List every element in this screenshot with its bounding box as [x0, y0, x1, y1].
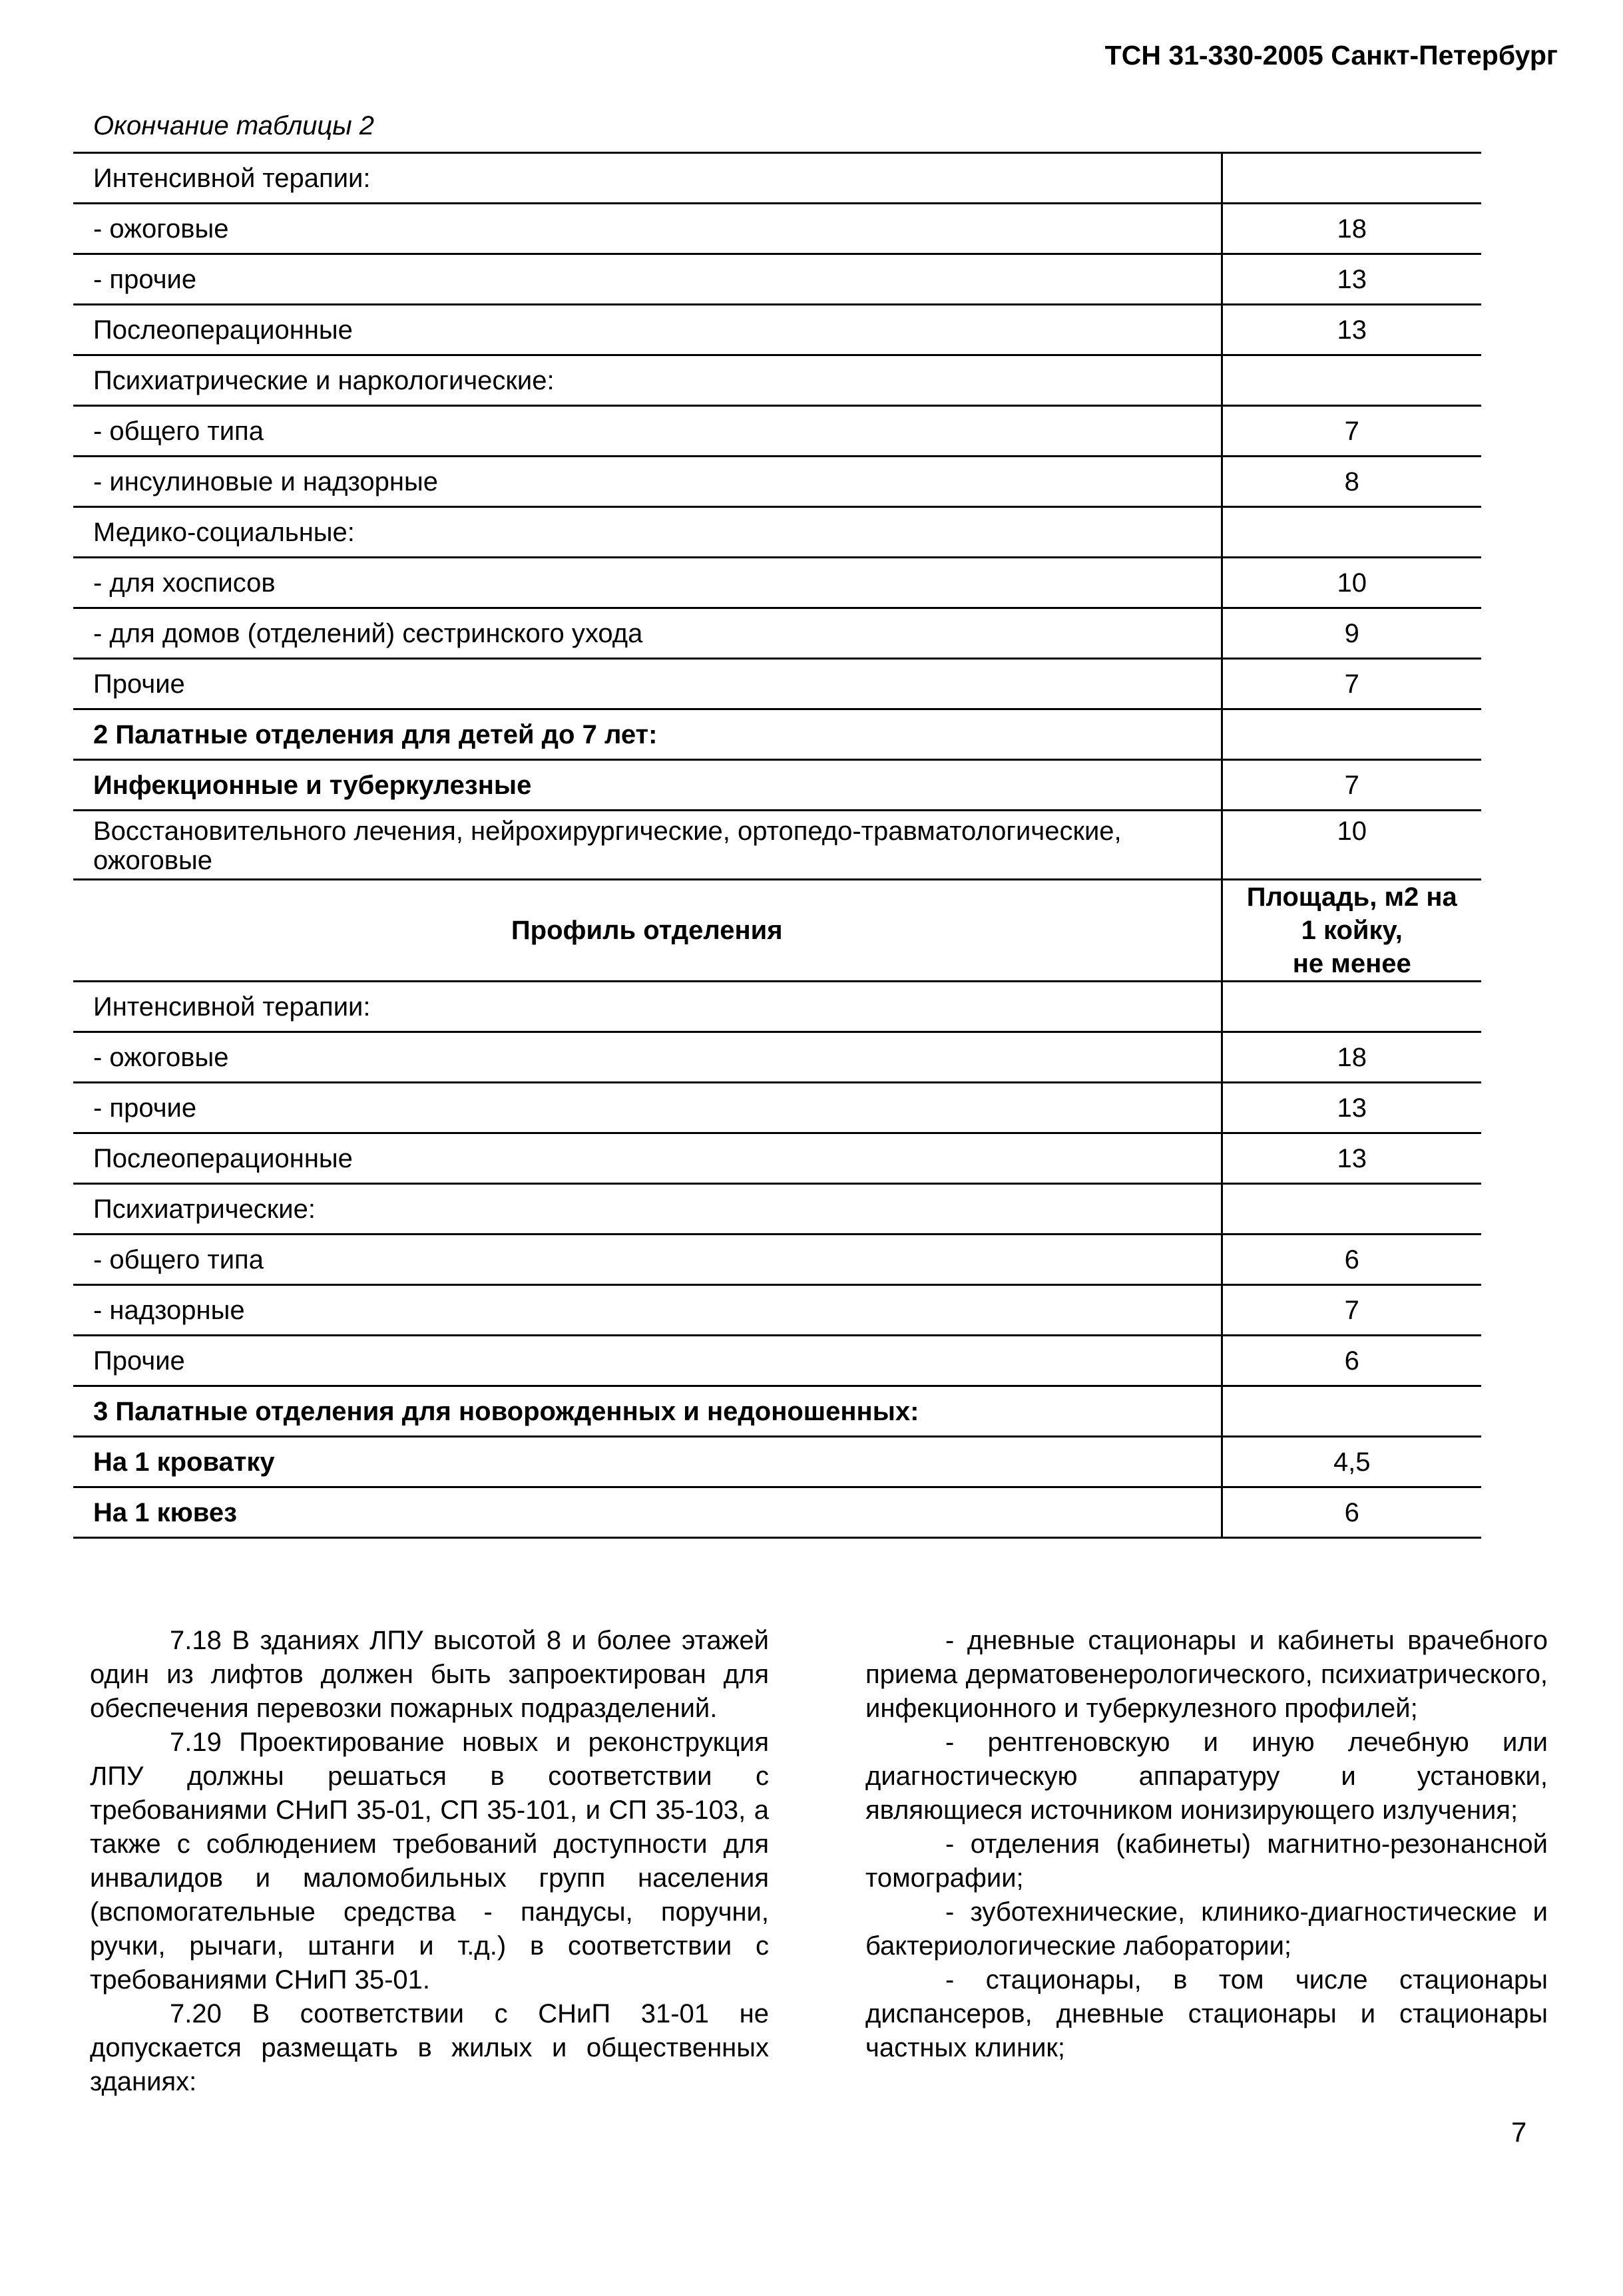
row-label: Психиатрические: — [73, 1184, 1222, 1235]
table-row — [73, 1285, 1481, 1336]
table-row — [73, 1133, 1481, 1184]
row-label: - прочие — [73, 1083, 1222, 1133]
row-value: 9 — [1222, 608, 1481, 659]
table-section-row — [73, 1386, 1481, 1437]
row-value: 6 — [1222, 1487, 1481, 1538]
row-label: - надзорные — [73, 1285, 1222, 1336]
row-value: 13 — [1222, 1083, 1481, 1133]
row-value — [1222, 355, 1481, 406]
table-row — [73, 1235, 1481, 1285]
row-value: 13 — [1222, 1133, 1481, 1184]
row-value: 7 — [1222, 760, 1481, 811]
row-value: 18 — [1222, 1032, 1481, 1083]
right-text-column — [865, 1624, 1548, 2065]
row-value: 13 — [1222, 305, 1481, 355]
page-number: 7 — [1511, 2116, 1527, 2148]
table-row — [73, 811, 1481, 880]
table-row — [73, 457, 1481, 507]
norms-table — [73, 152, 1481, 1539]
row-value — [1222, 709, 1481, 760]
table-row — [73, 254, 1481, 305]
row-label: На 1 кроватку — [73, 1437, 1222, 1487]
row-value: 18 — [1222, 204, 1481, 254]
row-label: Прочие — [73, 1336, 1222, 1386]
row-value — [1222, 153, 1481, 204]
table-row — [73, 982, 1481, 1032]
list-item: - отделения (кабинеты) магнитно-резонансной томографии; — [865, 1829, 1548, 1893]
table-row — [73, 760, 1481, 811]
area-header-line: 1 койку, — [1301, 916, 1403, 945]
row-label: Прочие — [73, 659, 1222, 709]
list-item: - стационары, в том числе стационары диспансеров, дневные стационары и стационары частных клиник; — [865, 1965, 1548, 2062]
table-row — [73, 1437, 1481, 1487]
section-label: 2 Палатные отделения для детей до 7 лет: — [73, 709, 1222, 760]
table-row — [73, 608, 1481, 659]
table-row — [73, 204, 1481, 254]
row-label: - инсулиновые и надзорные — [73, 457, 1222, 507]
row-value — [1222, 507, 1481, 558]
row-label: - ожоговые — [73, 1032, 1222, 1083]
column-header-area — [1222, 880, 1481, 982]
table-header-row — [73, 880, 1481, 982]
row-value: 4,5 — [1222, 1437, 1481, 1487]
section-label: 3 Палатные отделения для новорожденных и недоношенных: — [73, 1386, 1222, 1437]
table-row — [73, 1184, 1481, 1235]
row-label: На 1 кювез — [73, 1487, 1222, 1538]
row-label: Инфекционные и туберкулезные — [73, 760, 1222, 811]
list-item: - рентгеновскую и иную лечебную или диагностическую аппаратуру и установки, являющиеся источником ионизирующего излучения; — [865, 1728, 1548, 1825]
document-header-title: ТСН 31-330-2005 Санкт-Петербург — [1104, 40, 1558, 71]
row-label: Медико-социальные: — [73, 507, 1222, 558]
table-row — [73, 1336, 1481, 1386]
row-value: 8 — [1222, 457, 1481, 507]
row-value: 7 — [1222, 1285, 1481, 1336]
row-label: Послеоперационные — [73, 1133, 1222, 1184]
column-header-profile: Профиль отделения — [73, 880, 1222, 982]
table-row — [73, 355, 1481, 406]
table-row — [73, 659, 1481, 709]
table-row — [73, 153, 1481, 204]
list-item: - дневные стационары и кабинеты врачебного приема дерматовенерологического, психиатрического, инфекционного и туберкулезного профилей; — [865, 1626, 1548, 1723]
paragraph-7-19: 7.19 Проектирование новых и реконструкция ЛПУ должны решаться в соответствии с требованиями СНиП 35-01, СП 35-101, и СП 35-103, а также с соблюдением требований доступности для инвалидов и маломобильных групп населения (вспомогательные средства - пандусы, поручни, ручки, рычаги, штанги и т.д.) в соответствии с требованиями СНиП 35-01. — [90, 1728, 769, 1995]
row-value: 7 — [1222, 406, 1481, 457]
row-value — [1222, 1184, 1481, 1235]
row-label: - ожоговые — [73, 204, 1222, 254]
row-label: - для хосписов — [73, 558, 1222, 608]
norms-table-container — [73, 152, 1481, 1539]
row-label: - для домов (отделений) сестринского ухода — [73, 608, 1222, 659]
paragraph-7-20: 7.20 В соответствии с СНиП 31-01 не допускается размещать в жилых и общественных зданиях: — [90, 1999, 769, 2096]
row-value — [1222, 1386, 1481, 1437]
row-label: - прочие — [73, 254, 1222, 305]
table-row — [73, 1083, 1481, 1133]
row-value — [1222, 982, 1481, 1032]
row-label: - общего типа — [73, 406, 1222, 457]
row-label: Психиатрические и наркологические: — [73, 355, 1222, 406]
row-value: 6 — [1222, 1336, 1481, 1386]
area-header-line: Площадь, м2 на — [1246, 882, 1457, 912]
row-label: - общего типа — [73, 1235, 1222, 1285]
row-value: 10 — [1222, 558, 1481, 608]
table-row — [73, 406, 1481, 457]
row-label: Послеоперационные — [73, 305, 1222, 355]
row-label: Интенсивной терапии: — [73, 153, 1222, 204]
row-value: 13 — [1222, 254, 1481, 305]
row-value: 6 — [1222, 1235, 1481, 1285]
row-label: Интенсивной терапии: — [73, 982, 1222, 1032]
paragraph-7-18: 7.18 В зданиях ЛПУ высотой 8 и более этажей один из лифтов должен быть запроектирован для обеспечения перевозки пожарных подразделений. — [90, 1626, 769, 1723]
list-item: - зуботехнические, клинико-диагностические и бактериологические лаборатории; — [865, 1897, 1548, 1961]
table-row — [73, 1032, 1481, 1083]
table-row — [73, 305, 1481, 355]
left-text-column — [90, 1624, 769, 2099]
table-row — [73, 507, 1481, 558]
row-value: 10 — [1222, 811, 1481, 880]
row-value: 7 — [1222, 659, 1481, 709]
area-header-line: не менее — [1292, 949, 1411, 978]
row-label: Восстановительного лечения, нейрохирургические, ортопедо-травматологические, ожоговые — [73, 811, 1222, 880]
table-row — [73, 1487, 1481, 1538]
table-row — [73, 558, 1481, 608]
table-section-row — [73, 709, 1481, 760]
table-caption: Окончание таблицы 2 — [93, 111, 375, 140]
